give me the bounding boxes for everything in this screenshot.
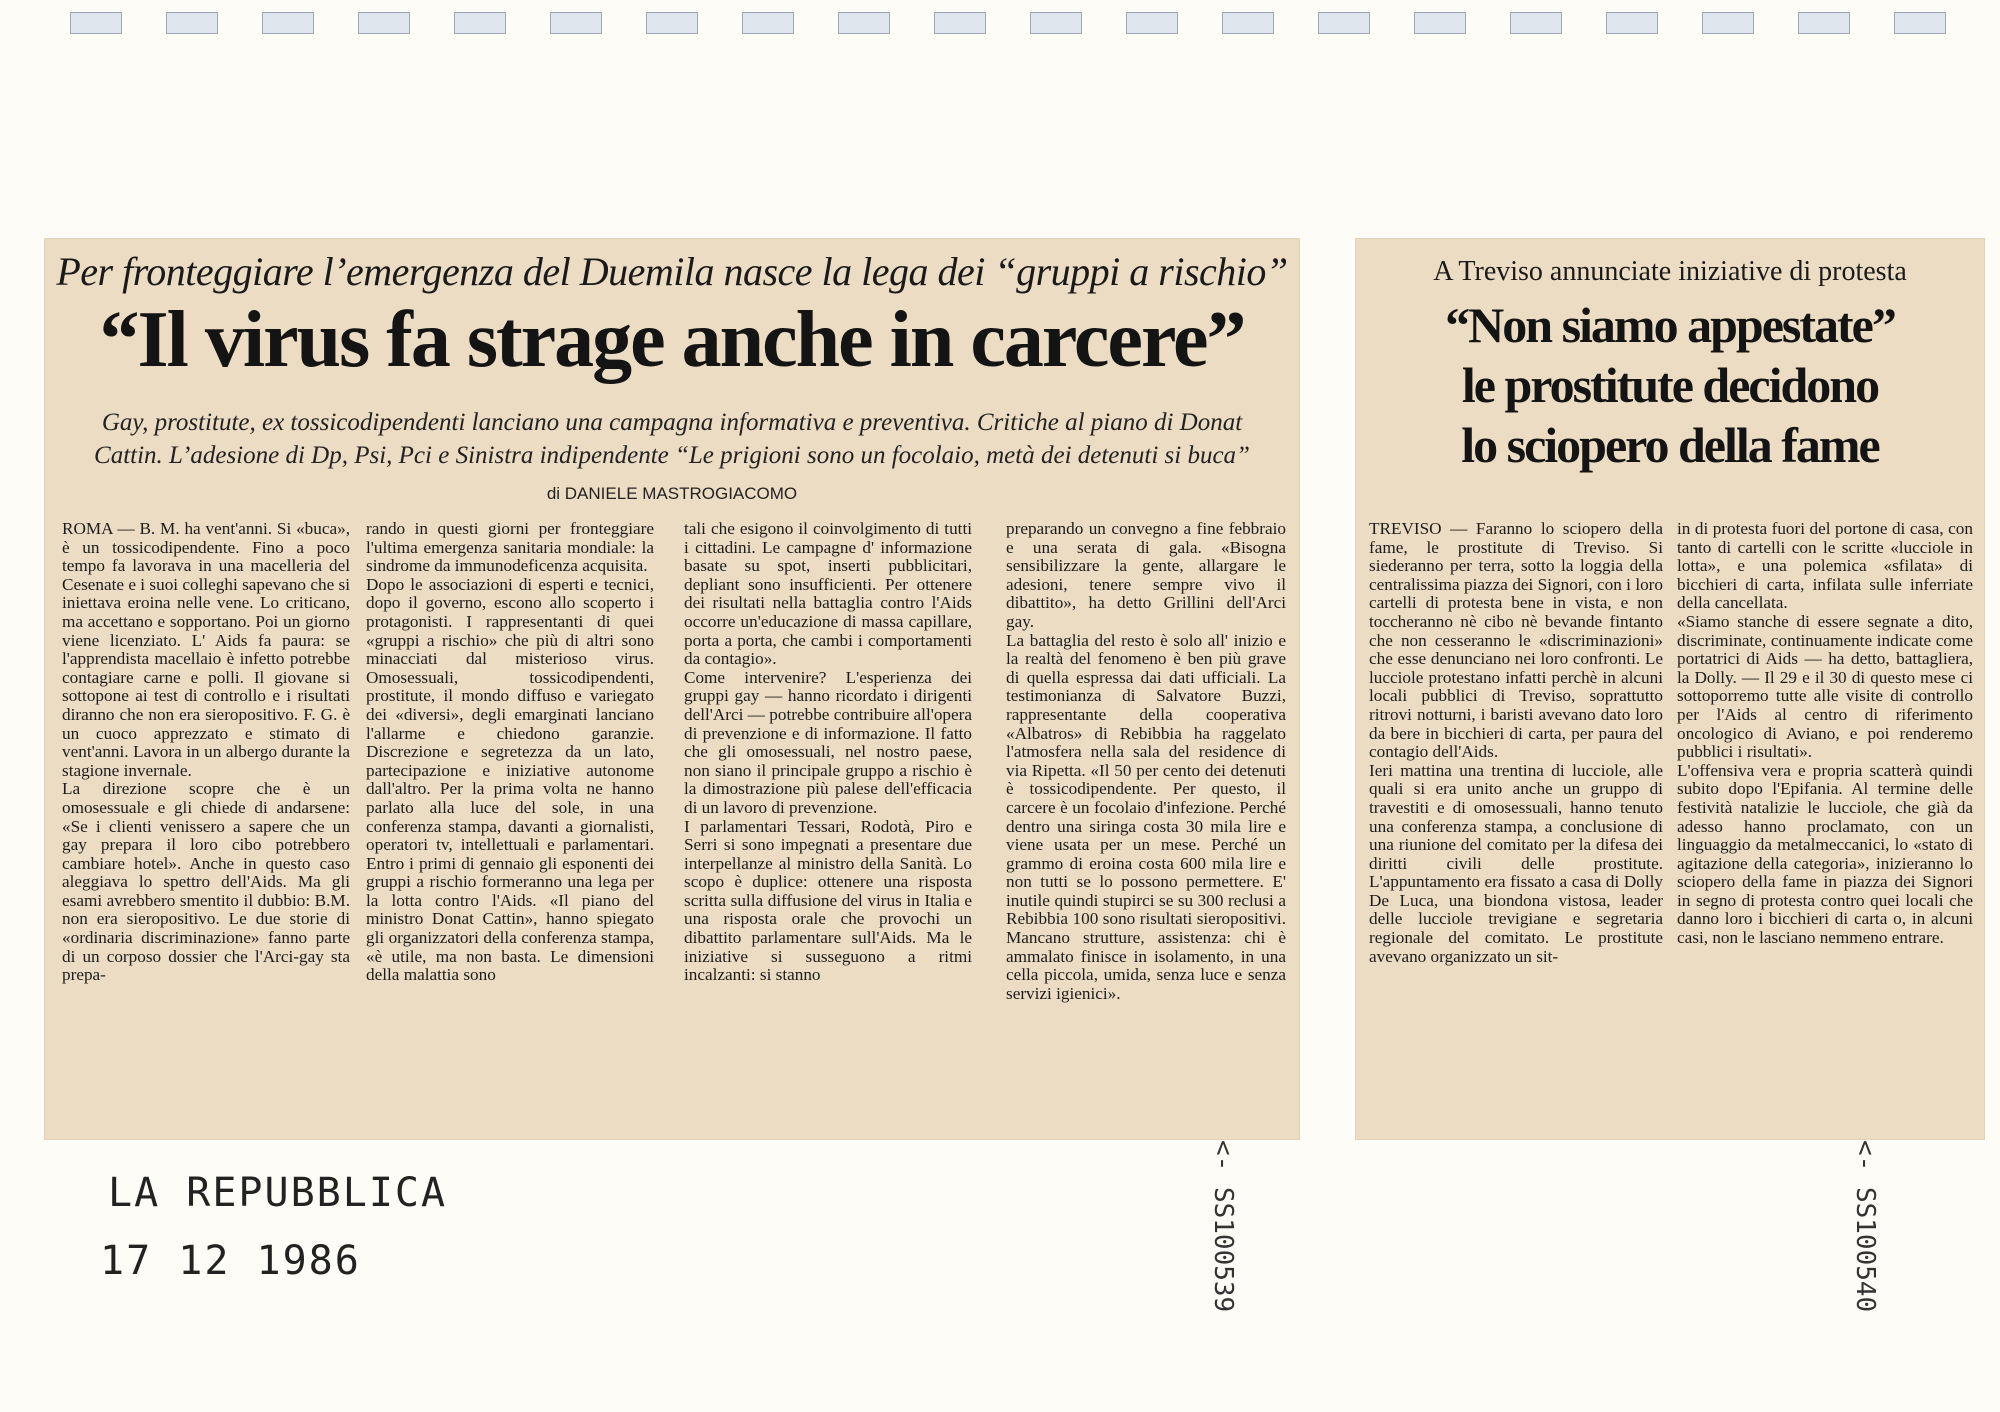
article-clipping-right — [1355, 238, 1985, 1140]
archive-id-left: <- SS100539 — [1208, 1140, 1238, 1313]
article-left-column-3: tali che esigono il coinvolgimento di tutti i cittadini. Le campagne d' informazione basate su spot, inserti pubblicitari, depliant sono insufficienti. Per ottenere dei risultati nella battaglia contro l'Aids occorre un'educazione di massa capillare, porta a porta, che cambi i comportamenti da contagio». Come intervenire? L'esperienza dei gruppi gay — hanno ricordato i dirigenti dell'Arci — potrebbe contribuire all'opera di prevenzione e di informazione. Il fatto che gli omosessuali, nel nostro paese, non siano il principale gruppo a rischio è la dimostrazione più palese dell'efficacia di un lavoro di prevenzione. I parlamentari Tessari, Rodotà, Piro e Serri si sono impegnati a presentare due interpellanze al ministro della Sanità. Lo scopo è duplice: ottenere una risposta scritta sulla diffusione del virus in Italia e una risposta orale che provochi un dibattito parlamentare sull'Aids. Ma le iniziative si susseguono a ritmi incalzanti: si stanno — [684, 520, 972, 985]
article-left-column-2: rando in questi giorni per fronteggiare l'ultima emergenza sanitaria mondiale: la sindrome da immunodeficenza acquisita. Dopo le associazioni di esperti e tecnici, dopo il governo, escono allo scoperto i protagonisti. I rappresentanti di quei «gruppi a rischio» che più di altri sono minacciati dal misterioso virus. Omosessuali, tossicodipendenti, prostitute, il mondo diffuso e variegato dei «diversi», degli emarginati lanciano l'allarme e chiedono garanzie. Discrezione e segretezza da un lato, partecipazione e iniziative autonome dall'altro. Per la prima volta ne hanno parlato alla luce del sole, in una conferenza stampa, davanti a giornalisti, operatori tv, intellettuali e parlamentari. Entro i primi di gennaio gli esponenti dei gruppi a rischio formeranno una lega per la lotta contro l'Aids. «Il piano del ministro Donat Cattin», hanno spiegato gli organizzatori della conferenza stampa, «è utile, ma non basta. Le dimensioni della malattia sono — [366, 520, 654, 985]
article-left-byline: di DANIELE MASTROGIACOMO — [546, 484, 798, 503]
article-right-headline-line-2: le prostitute decidono — [1461, 357, 1879, 413]
binder-holes — [40, 12, 1960, 42]
article-right-column-1: TREVISO — Faranno lo sciopero della fame, le prostitute di Treviso. Si siederanno per terra, sotto la loggia della centralissima piazza dei Signori, con i loro cartelli di protesta bene in vista, e non toccheranno nè cibo nè bevande fintanto che non cesseranno le «discriminazioni» che esse denunciano nei loro confronti. Le lucciole protestano infatti perchè in alcuni locali pubblici di Treviso, soprattutto ritrovi notturni, i baristi avevano dato loro da bere in bicchieri di carta, per paura del contagio dell'Aids. Ieri mattina una trentina di lucciole, alle quali si era unito anche un gruppo di travestiti e di omosessuali, hanno tenuto una conferenza stampa, a conclusione di una riunione del comitato per la difesa dei diritti civili delle prostitute. L'appuntamento era fissato a casa di Dolly De Luca, una biondona vistosa, leader delle lucciole trevigiane e segretaria regionale del comitato. Le prostitute avevano organizzato un sit- — [1369, 520, 1663, 966]
handwritten-source: LA REPUBBLICA — [108, 1170, 448, 1216]
article-left-column-4: preparando un convegno a fine febbraio e una serata di gala. «Bisogna sensibilizzare la gente, allargare le adesioni, tenere sempre vivo il dibattito», ha detto Grillini dell'Arci gay. La battaglia del resto è solo all' inizio e la realtà del fenomeno è ben più grave di quella espressa dai dati ufficiali. La testimonianza di Salvatore Buzzi, rappresentante della cooperativa «Albatros» di Rebibbia ha raggelato l'atmosfera nella sala del residence di via Ripetta. «Il 50 per cento dei detenuti è tossicodipendente. Per questo, il carcere è un focolaio d'infezione. Perché dentro una siringa costa 30 mila lire e viene usata per un mese. Perché un grammo di eroina costa 600 mila lire e non tutti se lo possono permettere. E' inutile quindi stupirci se su 300 reclusi a Rebibbia 100 sono risultati sieropositivi. Mancano strutture, assistenza: chi è ammalato finisce in isolamento, in una cella piccola, umida, senza luce e senza servizi igienici». — [1006, 520, 1286, 1003]
article-right-headline-line-1: “Non siamo appestate” — [1445, 297, 1895, 353]
article-right-headline-line-3: lo sciopero della fame — [1461, 417, 1879, 473]
article-right-column-2: in di protesta fuori del portone di casa, con tanto di cartelli con le scritte «lucciole in lotta», e una polemica «sfilata» di bicchieri di carta, infilata sulle inferriate della cancellata. «Siamo stanche di essere segnate a dito, discriminate, continuamente indicate come portatrici di Aids — ha detto, battagliera, la Dolly. — Il 29 e il 30 di questo mese ci sottoporremo tutte alle visite di controllo per l'Aids al centro di riferimento oncologico di Aviano, e poi renderemo pubblici i risultati». L'offensiva vera e propria scatterà quindi subito dopo l'Epifania. Al termine delle festività natalizie le lucciole, che già da adesso hanno proclamato, con un linguaggio da metalmeccanici, lo «stato di agitazione della categoria», inizieranno lo sciopero della fame in piazza dei Signori in segno di protesta contro quei locali che danno loro i bicchieri di carta o, in alcuni casi, non le lasciano nemmeno entrare. — [1677, 520, 1973, 948]
article-left-column-1: ROMA — B. M. ha vent'anni. Si «buca», è un tossicodipendente. Fino a poco tempo fa lavorava in una macelleria del Cesenate e i suoi colleghi sapevano che si iniettava eroina nelle vene. Lo criticano, ma accettano e sopportano. Poi un giorno viene licenziato. L' Aids fa paura: se l'apprendista macellaio è infetto potrebbe contagiare carne e polli. Il giovane si sottopone ai test di controllo e i risultati diranno che non era sieropositivo. F. G. è un cuoco apprezzato e stimato di vent'anni. Lavora in un albergo durante la stagione invernale. La direzione scopre che è un omosessuale e gli chiede di andarsene: «Se i clienti venissero a sapere che un gay prepara il loro cibo potrebbero cambiare hotel». Anche in questo caso aleggiava lo spettro dell'Aids. Ma gli esami avrebbero smentito il dubbio: B.M. non era sieropositivo. Le due storie di «ordinaria discriminazione» fanno parte di un corposo dossier che l'Arci-gay sta prepa- — [62, 520, 350, 985]
article-left-deck: Gay, prostitute, ex tossicodipendenti lanciano una campagna informativa e preventiva. Critiche al piano di Donat Cattin. L’adesione di Dp, Psi, Pci e Sinistra indipendente “Le prigioni sono un focolaio, metà dei detenuti si buca” — [94, 409, 1250, 469]
article-right-kicker: A Treviso annunciate iniziative di protesta — [1433, 256, 1907, 287]
article-left-kicker: Per fronteggiare l’emergenza del Duemila nasce la lega dei “gruppi a rischio” — [56, 249, 1288, 294]
archive-id-right: <- SS100540 — [1850, 1140, 1880, 1313]
article-left-headline: “Il virus fa strage anche in carcere” — [99, 296, 1245, 384]
handwritten-date: 17 12 1986 — [100, 1238, 361, 1284]
article-clipping-left — [44, 238, 1300, 1140]
